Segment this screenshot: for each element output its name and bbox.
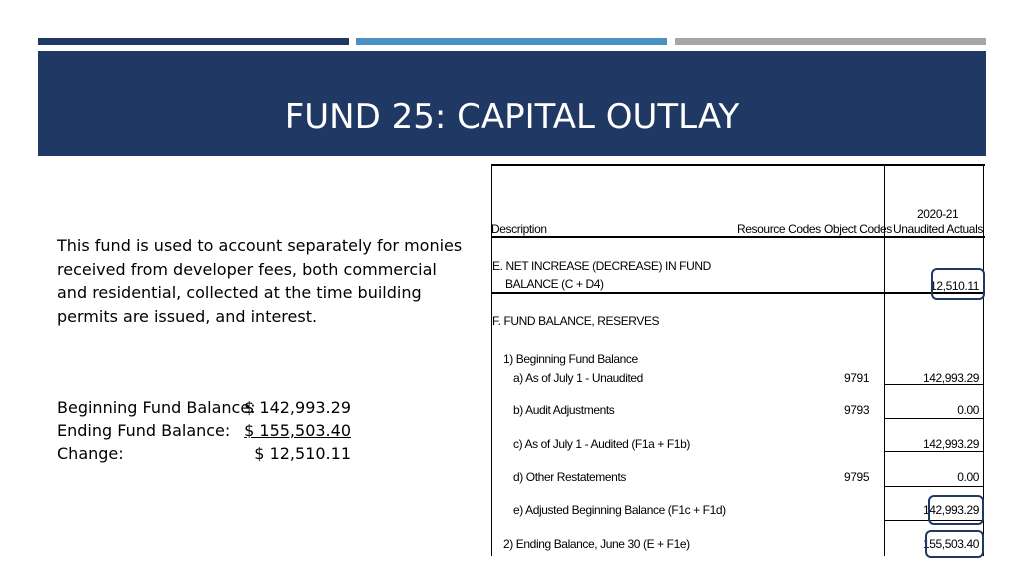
accent-bar-dark xyxy=(38,38,349,45)
highlight-circle xyxy=(928,495,984,525)
value-underline xyxy=(884,486,984,487)
balance-label: Change: xyxy=(57,444,124,463)
ending-balance-label: 2) Ending Balance, June 30 (E + F1e) xyxy=(503,537,690,551)
section-e-title: E. NET INCREASE (DECREASE) IN FUND xyxy=(492,259,711,273)
financial-report-image xyxy=(491,164,985,556)
value-underline xyxy=(884,451,984,452)
slide-title: FUND 25: CAPITAL OUTLAY xyxy=(284,97,740,137)
row-value: 142,993.29 xyxy=(922,371,979,385)
ending-balance-row xyxy=(57,421,351,441)
row-value: 0.00 xyxy=(957,403,979,417)
header-resource-codes: Resource Codes xyxy=(737,222,821,236)
row-value: 142,993.29 xyxy=(922,503,979,517)
section-e-value: 12,510.11 xyxy=(930,279,979,293)
balance-label: Ending Fund Balance: xyxy=(57,421,231,440)
table-top-border xyxy=(491,164,985,166)
balance-value: $ 155,503.40 xyxy=(244,421,351,440)
change-row xyxy=(57,444,351,464)
header-object-codes: Object Codes xyxy=(824,222,892,236)
row-label: b) Audit Adjustments xyxy=(513,403,615,417)
header-description: Description xyxy=(491,222,547,236)
highlight-circle xyxy=(931,268,985,300)
row-label: c) As of July 1 - Audited (F1a + F1b) xyxy=(513,437,690,451)
row-object-code: 9793 xyxy=(844,403,870,417)
ending-balance-value: 155,503.40 xyxy=(922,537,979,551)
row-object-code: 9791 xyxy=(844,371,870,385)
fund-description: This fund is used to account separately for monies received from developer fees, both commercial and residential, collected at the time building permits are issued, and interest. xyxy=(57,236,463,326)
highlight-circle xyxy=(925,530,984,558)
beginning-balance-row xyxy=(57,398,351,418)
accent-bar-blue xyxy=(356,38,667,45)
section-f-subtitle: 1) Beginning Fund Balance xyxy=(503,352,638,366)
header-year: 2020-21 xyxy=(917,207,959,221)
balance-value: $ 12,510.11 xyxy=(254,444,351,463)
balance-label: Beginning Fund Balance: xyxy=(57,398,256,417)
balance-value: $ 142,993.29 xyxy=(244,398,351,417)
row-label: a) As of July 1 - Unaudited xyxy=(513,371,643,385)
section-f-title: F. FUND BALANCE, RESERVES xyxy=(492,314,660,328)
header-unaudited-actuals: Unaudited Actuals xyxy=(893,222,983,236)
title-banner xyxy=(38,51,986,156)
row-object-code: 9795 xyxy=(844,470,870,484)
row-label: e) Adjusted Beginning Balance (F1c + F1d) xyxy=(513,503,726,517)
row-value: 0.00 xyxy=(957,470,979,484)
row-label: d) Other Restatements xyxy=(513,470,626,484)
row-value: 142,993.29 xyxy=(922,437,979,451)
accent-bar-gray xyxy=(675,38,986,45)
header-divider xyxy=(491,236,985,238)
section-e-subtitle: BALANCE (C + D4) xyxy=(505,277,604,291)
value-underline xyxy=(884,418,984,419)
